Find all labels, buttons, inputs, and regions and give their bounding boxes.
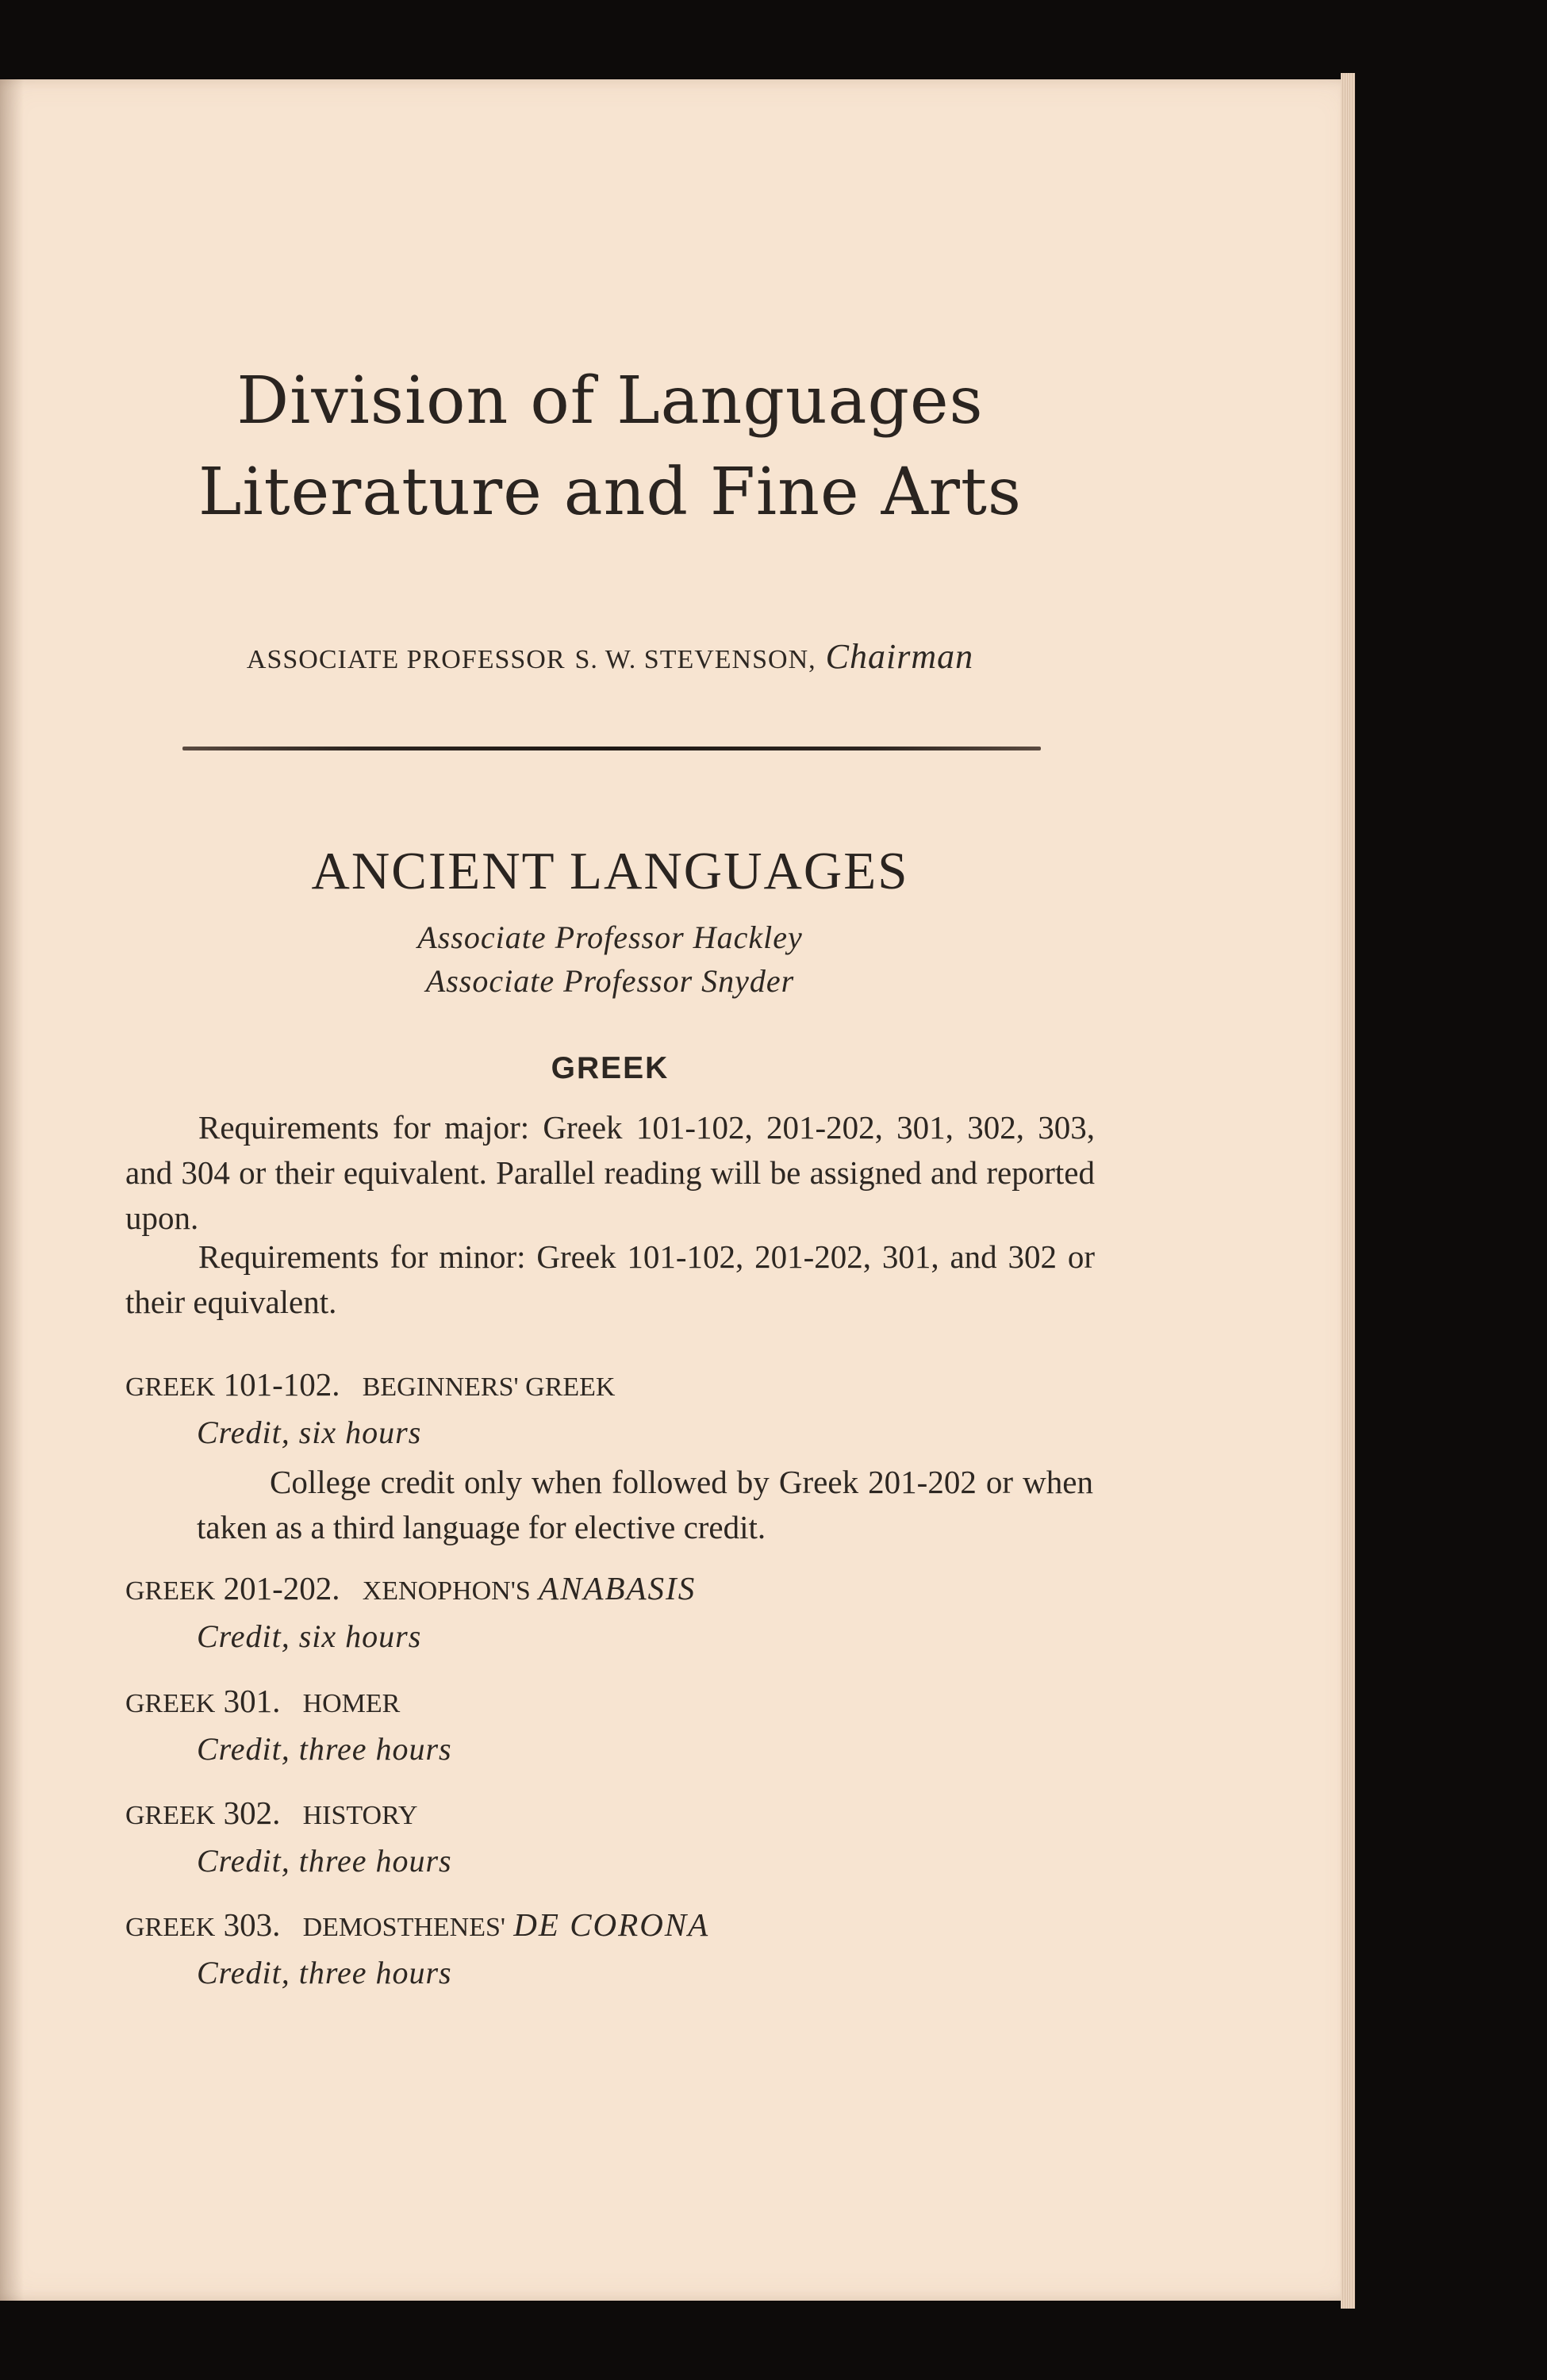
course-title-line bbox=[125, 1791, 1117, 1838]
course-title: DEMOSTHENES' bbox=[302, 1913, 506, 1942]
division-title-line1: Division of Languages bbox=[236, 363, 984, 439]
course-entry bbox=[125, 1566, 1117, 1659]
course-title-line bbox=[125, 1902, 1117, 1950]
chairman-role: Chairman bbox=[825, 637, 974, 676]
course-prefix: GREEK bbox=[125, 1913, 216, 1942]
chairman-rank: ASSOCIATE PROFESSOR bbox=[246, 645, 566, 674]
course-title-line bbox=[125, 1362, 1117, 1410]
course-number: 301. bbox=[223, 1683, 281, 1719]
course-credit: Credit, three hours bbox=[197, 1731, 452, 1767]
subject-heading: GREEK bbox=[551, 1051, 670, 1085]
course-credit: Credit, six hours bbox=[197, 1618, 422, 1654]
course-entry bbox=[125, 1362, 1117, 1550]
course-credit: Credit, three hours bbox=[197, 1955, 452, 1990]
faculty-member: Associate Professor Hackley bbox=[417, 919, 803, 955]
course-number: 201-202. bbox=[223, 1570, 340, 1606]
book-page bbox=[0, 79, 1353, 2301]
course-description: College credit only when followed by Greek 201-202 or when taken as a third language for elective credit. bbox=[197, 1464, 1093, 1545]
course-title-line bbox=[125, 1679, 1117, 1726]
spine-shadow bbox=[0, 79, 24, 2301]
course-title-work: DE CORONA bbox=[513, 1906, 710, 1943]
requirements-minor: Requirements for minor: Greek 101-102, 201-202, 301, and 302 or their equivalent. bbox=[125, 1238, 1095, 1320]
chairman-line bbox=[0, 636, 1220, 677]
course-number: 302. bbox=[223, 1795, 281, 1831]
division-title-line2: Literature and Fine Arts bbox=[198, 455, 1023, 530]
course-prefix: GREEK bbox=[125, 1801, 216, 1830]
course-title: HOMER bbox=[302, 1689, 401, 1718]
course-title-line bbox=[125, 1566, 1117, 1614]
course-number: 101-102. bbox=[223, 1366, 340, 1403]
course-credit: Credit, three hours bbox=[197, 1843, 452, 1879]
course-prefix: GREEK bbox=[125, 1689, 216, 1718]
faculty-member: Associate Professor Snyder bbox=[425, 963, 795, 999]
requirements-major: Requirements for major: Greek 101-102, 201-202, 301, 302, 303, and 304 or their equivalent. Parallel reading will be assigned and reported upon. bbox=[125, 1109, 1095, 1236]
chairman-name: S. W. STEVENSON, bbox=[574, 645, 816, 674]
page-edges bbox=[1341, 73, 1355, 2309]
course-title-work: ANABASIS bbox=[539, 1570, 697, 1606]
course-credit: Credit, six hours bbox=[197, 1415, 422, 1450]
course-prefix: GREEK bbox=[125, 1576, 216, 1606]
course-entry bbox=[125, 1679, 1117, 1772]
divider-rule bbox=[182, 747, 1041, 750]
course-entry bbox=[125, 1791, 1117, 1883]
course-title: HISTORY bbox=[302, 1801, 418, 1830]
course-number: 303. bbox=[223, 1906, 281, 1943]
section-heading: ANCIENT LANGUAGES bbox=[311, 842, 909, 900]
course-prefix: GREEK bbox=[125, 1372, 216, 1402]
course-title: XENOPHON'S bbox=[362, 1576, 531, 1606]
course-entry bbox=[125, 1902, 1117, 1995]
course-title: BEGINNERS' GREEK bbox=[362, 1372, 616, 1402]
